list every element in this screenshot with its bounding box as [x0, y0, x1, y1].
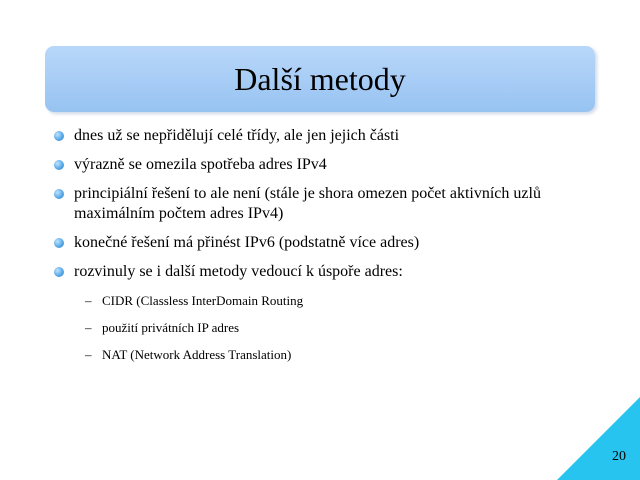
page-number: 20 — [612, 449, 626, 464]
dash-icon: – — [85, 293, 92, 308]
slide-title: Další metody — [234, 61, 406, 97]
dash-icon: – — [85, 320, 92, 335]
bullet-dot-icon — [54, 160, 64, 170]
bullet-list — [52, 126, 612, 373]
bullet-item — [52, 126, 612, 146]
bullet-item — [52, 184, 612, 224]
sub-bullet-item — [74, 292, 612, 309]
title-box — [45, 46, 595, 112]
bullet-text: principiální řešení to ale není (stále je shora omezen počet aktivních uzlů maximálním počtem adres IPv4) — [74, 185, 541, 222]
bullet-dot-icon — [54, 189, 64, 199]
corner-decoration — [557, 397, 640, 480]
bullet-text: dnes už se nepřidělují celé třídy, ale jen jejich části — [74, 127, 400, 144]
bullet-text: konečné řešení má přinést IPv6 (podstatně více adres) — [74, 234, 420, 251]
sub-bullet-item — [74, 346, 612, 363]
bullet-dot-icon — [54, 267, 64, 277]
bullet-item — [52, 262, 612, 363]
bullet-text: rozvinuly se i další metody vedoucí k úspoře adres: — [74, 263, 403, 280]
sub-bullet-text: CIDR (Classless InterDomain Routing — [102, 293, 304, 308]
sub-bullet-text: použití privátních IP adres — [102, 320, 240, 335]
sub-bullet-item — [74, 319, 612, 336]
bullet-dot-icon — [54, 131, 64, 141]
sub-bullet-list — [74, 292, 612, 363]
bullet-dot-icon — [54, 238, 64, 248]
bullet-item — [52, 233, 612, 253]
dash-icon: – — [85, 347, 92, 362]
sub-bullet-text: NAT (Network Address Translation) — [102, 347, 292, 362]
bullet-text: výrazně se omezila spotřeba adres IPv4 — [74, 156, 327, 173]
bullet-item — [52, 155, 612, 175]
